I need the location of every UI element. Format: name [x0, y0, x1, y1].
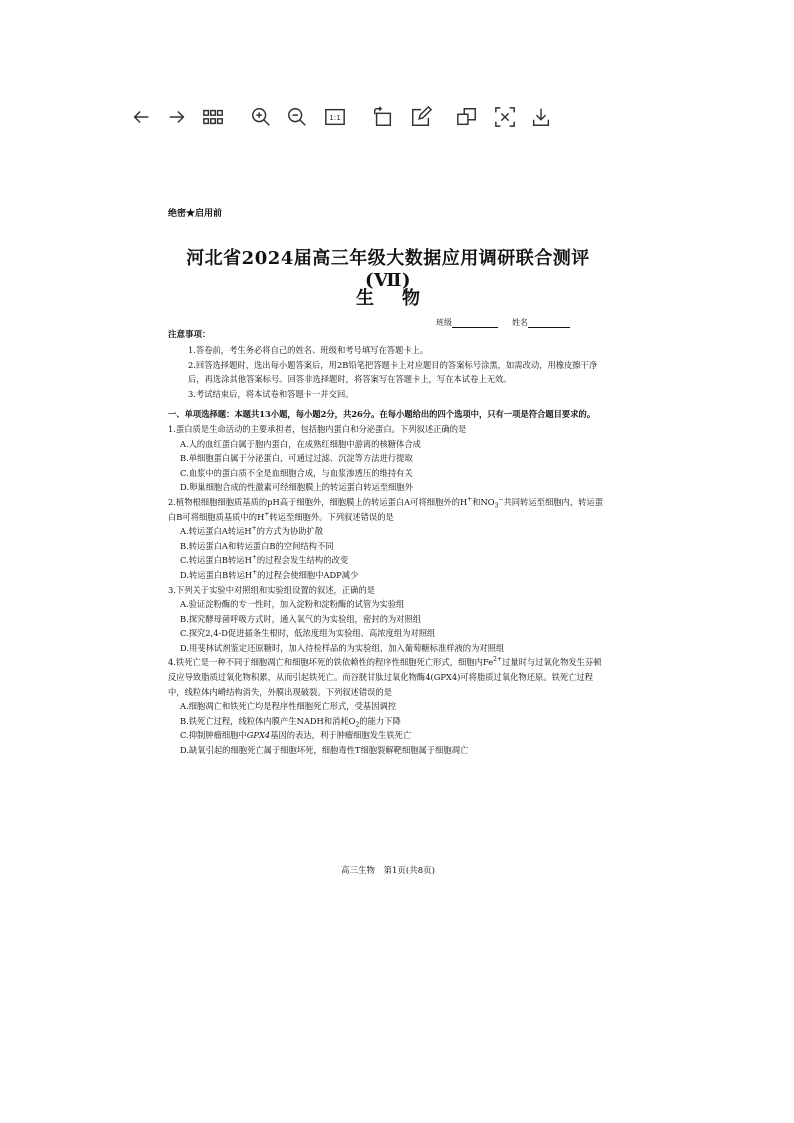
- class-name-fields: [436, 317, 570, 328]
- rotate-icon[interactable]: [370, 104, 396, 130]
- edit-icon[interactable]: [408, 104, 434, 130]
- question-option: C.抑制肿瘤细胞中GPX4基因的表达，利于肿瘤细胞发生铁死亡: [180, 730, 412, 741]
- class-blank: [452, 319, 498, 328]
- question-option: A.验证淀粉酶的专一性时，加入淀粉和淀粉酶的试管为实验组: [180, 599, 405, 610]
- actual-size-label: 1:1: [329, 113, 341, 123]
- viewer-toolbar: [120, 100, 580, 136]
- class-label: 班级: [436, 318, 452, 327]
- question-option: D.转运蛋白B转运H+的过程会使细胞中ADP减少: [180, 569, 359, 580]
- notice-item: 2.回答选择题时，选出每小题答案后，用2B铅笔把答题卡上对应题目的答案标号涂黑，如需改动，用橡皮擦干净后，再选涂其他答案标号。回答非选择题时，将答案写在答题卡上，写在本试卷上无效。: [188, 359, 598, 385]
- arrow-left-icon[interactable]: [128, 104, 154, 130]
- question-stem: 2.植物根细胞细胞质基质的pH高于细胞外，细胞膜上的转运蛋白A可将细胞外的H+和$NO_3^-$共同转运至细胞内，转运蛋白B可将细胞质基质中的H+转运至细胞外。下列叙述错误的是: [168, 496, 604, 522]
- secret-label: 绝密★启用前: [168, 209, 223, 219]
- question-option: A.细胞凋亡和铁死亡均是程序性细胞死亡形式，受基因调控: [180, 701, 397, 712]
- actual-size-icon[interactable]: [322, 104, 348, 130]
- question-option: A.转运蛋白A转运H+的方式为协助扩散: [180, 525, 324, 537]
- question-option: C.转运蛋白B转运H+的过程会发生结构的改变: [180, 554, 349, 566]
- download-icon[interactable]: [528, 104, 554, 130]
- notice-title: 注意事项：: [168, 330, 211, 340]
- copy-icon[interactable]: [454, 104, 480, 130]
- subject-title: 生物: [356, 288, 448, 309]
- question-option: D.用斐林试剂鉴定还原糖时，加入待检样品的为实验组，加入葡萄糖标准样液的为对照组: [180, 642, 505, 653]
- name-blank: [528, 319, 570, 328]
- question-option: C.血浆中的蛋白质不全是血细胞合成，与血浆渗透压的维持有关: [180, 467, 413, 478]
- page-footer: 高三生物 第1页(共8页): [341, 866, 435, 876]
- question-stem: 3.下列关于实验中对照组和实验组设置的叙述，正确的是: [168, 584, 376, 595]
- question-option: C.探究2,4-D促进插条生根时，低浓度组为实验组、高浓度组为对照组: [180, 628, 436, 639]
- notice-item: 3.考试结束后，将本试卷和答题卡一并交回。: [188, 388, 354, 399]
- section-heading: 一、单项选择题：本题共13小题，每小题2分，共26分。在每小题给出的四个选项中，只有一项是符合题目要求的。: [168, 409, 596, 420]
- question-option: D.卵巢细胞合成的性激素可经细胞膜上的转运蛋白转运至细胞外: [180, 482, 414, 493]
- question-stem: 1.蛋白质是生命活动的主要承担者，包括胞内蛋白和分泌蛋白。下列叙述正确的是: [168, 423, 467, 434]
- exam-body: [168, 343, 608, 758]
- name-label: 姓名: [512, 318, 528, 327]
- question-option: A.人的血红蛋白属于胞内蛋白，在成熟红细胞中游离的核糖体合成: [180, 438, 421, 449]
- notice-item: 1.答卷前，考生务必将自己的姓名、班级和考号填写在答题卡上。: [188, 345, 429, 355]
- question-option: B.单细胞蛋白属于分泌蛋白，可通过过滤、沉淀等方法进行提取: [180, 453, 413, 464]
- question-stem: 4.铁死亡是一种不同于细胞凋亡和细胞坏死的铁依赖性的程序性细胞死亡形式，细胞内$Fe^{2+}$过量时与过氧化物发生芬顿反应导致脂质过氧化物积累，从而引起铁死亡。而谷胱甘肽过氧化物酶4(GPX4)可将脂质过氧化物还原。铁死亡过程中，线粒体内嵴结构消失，外膜出现破裂。下列叙述错误的是: [168, 656, 602, 697]
- grid-icon[interactable]: [200, 104, 226, 130]
- zoom-out-icon[interactable]: [284, 104, 310, 130]
- arrow-right-icon[interactable]: [164, 104, 190, 130]
- question-option: D.缺氧引起的细胞死亡属于细胞坏死，细胞毒性T细胞裂解靶细胞属于细胞凋亡: [180, 745, 469, 756]
- ocr-icon[interactable]: [492, 104, 518, 130]
- question-option: B.转运蛋白A和转运蛋白B的空间结构不同: [180, 540, 334, 551]
- question-option: B.铁死亡过程，线粒体内膜产生NADH和消耗$O_2$的能力下降: [180, 715, 401, 729]
- exam-title: 河北省2024届高三年级大数据应用调研联合测评(Ⅶ): [186, 248, 590, 291]
- question-option: B.探究酵母菌呼吸方式时，通入氧气的为实验组，密封的为对照组: [180, 613, 422, 624]
- zoom-in-icon[interactable]: [248, 104, 274, 130]
